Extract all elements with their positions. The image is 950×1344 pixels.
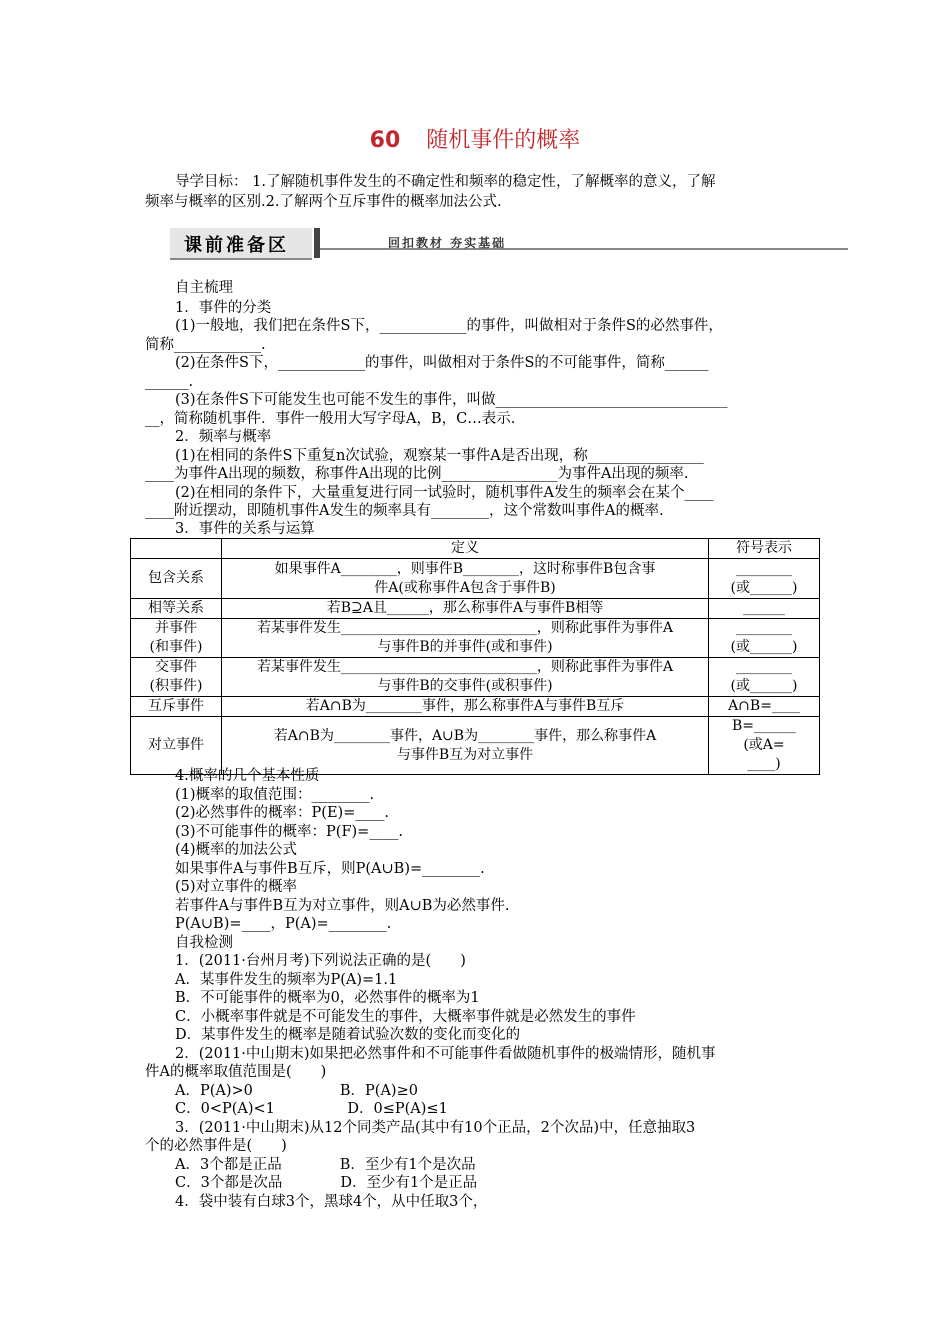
table-row <box>131 619 820 658</box>
definition-line: 与事件B的并事件(或和事件) <box>377 639 553 655</box>
relation-symbol <box>709 559 820 599</box>
banner-bar <box>314 228 320 258</box>
name-line: (积事件) <box>149 678 203 694</box>
symbol-line: (或______) <box>730 639 798 655</box>
table-row <box>131 559 820 599</box>
text-line: 自主梳理 <box>175 280 233 296</box>
text-line: (1)概率的取值范围：________. <box>175 787 375 803</box>
text-line: 1．(2011·台州月考)下列说法正确的是( ) <box>175 953 466 969</box>
relation-definition <box>222 619 709 658</box>
relation-name: 对立事件 <box>131 717 222 775</box>
relation-name <box>131 619 222 658</box>
title-text: 随机事件的概率 <box>426 128 581 153</box>
text-line: C．3个都是次品 D．至少有1个是正品 <box>175 1175 478 1191</box>
text-line: 4.概率的几个基本性质 <box>175 768 320 784</box>
text-line: 4．袋中装有白球3个，黑球4个，从中任取3个， <box>175 1194 488 1210</box>
text-line: 件A的概率取值范围是( ) <box>145 1064 327 1080</box>
table-header: 定义 <box>222 539 709 559</box>
table-row <box>131 697 820 717</box>
text-line: 个的必然事件是( ) <box>145 1138 287 1154</box>
page-title <box>0 123 950 154</box>
text-line: (3)不可能事件的概率：P(F)=____. <box>175 824 403 840</box>
name-line: (和事件) <box>149 639 203 655</box>
symbol-line: ________ <box>736 620 792 636</box>
relation-name <box>131 658 222 697</box>
intro-line: 导学目标： 1.了解随机事件发生的不确定性和频率的稳定性，了解概率的意义，了解 <box>175 174 716 190</box>
text-line: (5)对立事件的概率 <box>175 879 298 895</box>
relation-definition <box>222 559 709 599</box>
table-header <box>131 539 222 559</box>
text-line: (1)在相同的条件S下重复n次试验，观察某一事件A是否出现，称________________ <box>175 448 704 464</box>
text-line: 2．(2011·中山期末)如果把必然事件和不可能事件看做随机事件的极端情形，随机事 <box>175 1046 716 1062</box>
relation-name: 互斥事件 <box>131 697 222 717</box>
banner-title: 课前准备区 <box>184 235 289 256</box>
symbol-line: ________ <box>736 560 792 577</box>
text-line: 简称____________. <box>145 337 266 353</box>
text-line: 自我检测 <box>175 935 233 951</box>
text-line: A．某事件发生的频率为P(A)=1.1 <box>175 972 398 988</box>
definition-line: 如果事件A________，则事件B________，这时称事件B包含事 <box>274 560 656 577</box>
text-line: (3)在条件S下可能发生也可能不发生的事件，叫做________________________________ <box>175 392 728 408</box>
table-row <box>131 599 820 619</box>
text-line: (1)一般地，我们把在条件S下，____________的事件，叫做相对于条件S的必然事件， <box>175 318 723 334</box>
symbol-line: ________ <box>736 659 792 675</box>
text-line: ____为事件A出现的频数，称事件A出现的比例________________为事件A出现的频率. <box>145 466 689 482</box>
definition-line: 若A∩B为________事件，那么称事件A与事件B互斥 <box>305 698 625 714</box>
text-line: C．小概率事件就是不可能发生的事件，大概率事件就是必然发生的事件 <box>175 1009 636 1025</box>
table-row <box>131 658 820 697</box>
text-line: 3．(2011·中山期末)从12个同类产品(其中有10个正品，2个次品)中，任意抽取3 <box>175 1120 696 1136</box>
text-line: 3．事件的关系与运算 <box>175 521 315 537</box>
event-relations-table <box>130 538 820 775</box>
text-line: ______. <box>145 374 194 390</box>
text-line: ____附近摆动，即随机事件A发生的频率具有________，这个常数叫事件A的概率. <box>145 503 664 519</box>
text-line: B．不可能事件的概率为0，必然事件的概率为1 <box>175 990 480 1006</box>
relation-symbol <box>709 599 820 619</box>
name-line: 并事件 <box>155 620 197 636</box>
text-line: 2．频率与概率 <box>175 429 272 445</box>
text-line: 如果事件A与事件B互斥，则P(A∪B)=________. <box>175 861 485 877</box>
definition-line: 若A∩B为________事件，A∪B为________事件，那么称事件A <box>273 727 657 744</box>
relation-name: 包含关系 <box>131 559 222 599</box>
banner-subtitle: 回扣教材 夯实基础 <box>388 236 507 250</box>
text-line: 1．事件的分类 <box>175 300 272 316</box>
text-line: P(A∪B)=____，P(A)=________. <box>175 916 392 932</box>
symbol-line: ____) <box>747 756 781 772</box>
definition-line: 与事件B的交事件(或积事件) <box>377 678 553 694</box>
intro-line: 频率与概率的区别.2.了解两个互斥事件的概率加法公式. <box>145 194 502 210</box>
relation-name: 相等关系 <box>131 599 222 619</box>
text-line: A．3个都是正品 B．至少有1个是次品 <box>175 1157 476 1173</box>
definition-line: 若某事件发生____________________________，则称此事件为事件A <box>256 659 674 675</box>
text-line: (2)在相同的条件下，大量重复进行同一试验时，随机事件A发生的频率会在某个____ <box>175 485 714 501</box>
definition-line: 若某事件发生____________________________，则称此事件为事件A <box>256 620 674 636</box>
relation-definition <box>222 658 709 697</box>
text-line: 若事件A与事件B互为对立事件，则A∪B为必然事件. <box>175 898 510 914</box>
text-line: __，简称随机事件．事件一般用大写字母A，B，C…表示. <box>145 411 516 427</box>
text-line: (2)在条件S下，____________的事件，叫做相对于条件S的不可能事件，简称______ <box>175 355 709 371</box>
symbol-line: (或A= <box>743 737 785 753</box>
text-line: C．0<P(A)<1 D．0≤P(A)≤1 <box>175 1101 448 1117</box>
section-banner <box>170 228 848 260</box>
relation-symbol <box>709 658 820 697</box>
symbol-line: (或______) <box>730 579 798 596</box>
definition-line: 若B⊇A且______，那么称事件A与事件B相等 <box>326 600 604 616</box>
name-line: 交事件 <box>155 659 197 675</box>
table-header-row <box>131 539 820 559</box>
title-number: 60 <box>369 128 401 153</box>
definition-line: 与事件B互为对立事件 <box>396 746 534 763</box>
symbol-line: ______ <box>743 600 785 616</box>
symbol-line: (或______) <box>730 678 798 694</box>
table-header: 符号表示 <box>709 539 820 559</box>
relation-symbol <box>709 697 820 717</box>
text-line: (2)必然事件的概率：P(E)=____. <box>175 805 389 821</box>
text-line: D．某事件发生的概率是随着试验次数的变化而变化的 <box>175 1027 521 1043</box>
relation-definition <box>222 599 709 619</box>
text-line: A．P(A)>0 B．P(A)≥0 <box>175 1083 418 1099</box>
relation-symbol <box>709 619 820 658</box>
symbol-line: A∩B=____ <box>728 698 800 714</box>
text-line: (4)概率的加法公式 <box>175 842 298 858</box>
relation-definition <box>222 697 709 717</box>
definition-line: 件A(或称事件A包含于事件B) <box>374 579 556 596</box>
symbol-line: B=______ <box>731 718 797 734</box>
